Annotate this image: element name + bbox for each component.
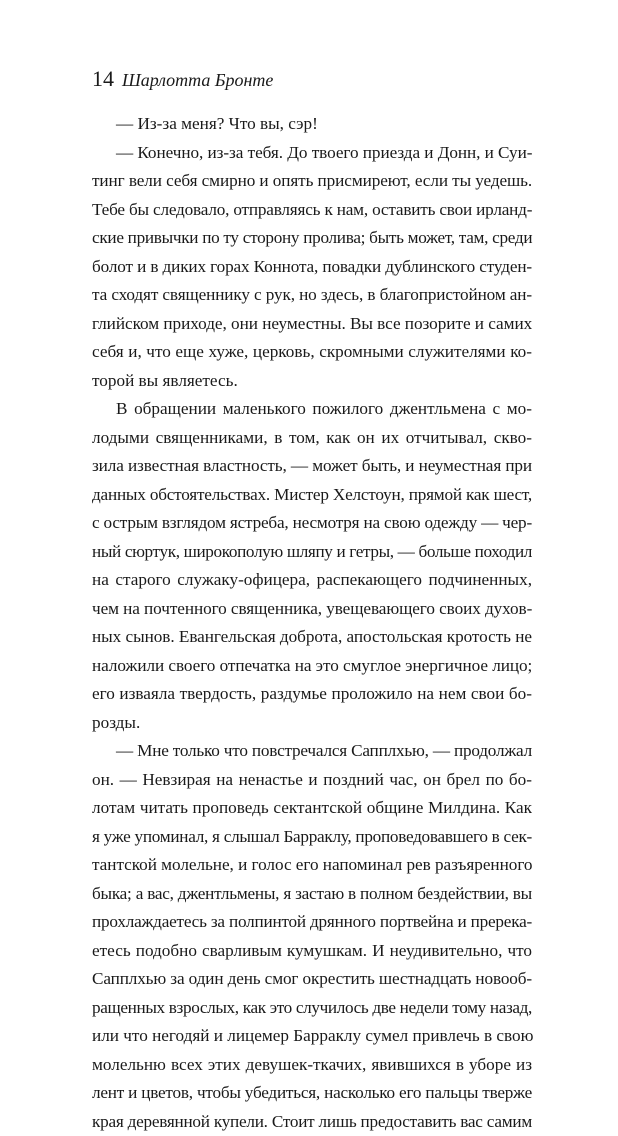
text-line: розды. xyxy=(92,709,532,738)
text-line: молельню всех этих девушек-ткачих, явившихся в уборе из xyxy=(92,1051,532,1080)
text-line: лодыми священниками, в том, как он их отчитывал, скво- xyxy=(92,424,532,453)
text-line: на старого служаку-офицера, распекающего подчиненных, xyxy=(92,566,532,595)
text-line: или что негодяй и лицемер Барраклу сумел привлечь в свою xyxy=(92,1022,532,1051)
running-head-author: Шарлотта Бронте xyxy=(122,70,273,91)
text-line: ские привычки по ту сторону пролива; быть может, там, среди xyxy=(92,224,532,253)
text-line: данных обстоятельствах. Мистер Хелстоун, прямой как шест, xyxy=(92,481,532,510)
text-line: В обращении маленького пожилого джентльмена с мо- xyxy=(92,395,532,424)
text-line: та сходят священнику с рук, но здесь, в благопристойном ан- xyxy=(92,281,532,310)
text-line: етесь подобно сварливым кумушкам. И неудивительно, что xyxy=(92,937,532,966)
text-line: ных сынов. Евангельская доброта, апостольская кротость не xyxy=(92,623,532,652)
text-line: болот и в диких горах Коннота, повадки дублинского студен- xyxy=(92,253,532,282)
text-line: зила известная властность, — может быть, и неуместная при xyxy=(92,452,532,481)
text-line: торой вы являетесь. xyxy=(92,367,532,396)
text-line: с острым взглядом ястреба, несмотря на свою одежду — чер- xyxy=(92,509,532,538)
text-line: тинг вели себя смирно и опять присмиреют, если ты уедешь. xyxy=(92,167,532,196)
text-line: лотам читать проповедь сектантской общине Милдина. Как xyxy=(92,794,532,823)
book-page xyxy=(92,66,532,1136)
text-line: лент и цветов, чтобы убедиться, насколько его пальцы тверже xyxy=(92,1079,532,1108)
text-line: края деревянной купели. Стоит лишь предоставить вас самим xyxy=(92,1108,532,1136)
page-number: 14 xyxy=(92,66,114,92)
text-line: — Мне только что повстречался Сапплхью, — продолжал xyxy=(92,737,532,766)
text-line: тантской молельне, и голос его напоминал рев разъяренного xyxy=(92,851,532,880)
text-line: глийском приходе, они неуместны. Вы все позорите и самих xyxy=(92,310,532,339)
text-line: быка; а вас, джентльмены, я застаю в полном бездействии, вы xyxy=(92,880,532,909)
body-text xyxy=(92,110,532,1136)
text-line: его изваяла твердость, раздумье проложило на нем свои бо- xyxy=(92,680,532,709)
text-line: прохлаждаетесь за полпинтой дрянного портвейна и пререка- xyxy=(92,908,532,937)
text-line: Сапплхью за один день смог окрестить шестнадцать новооб- xyxy=(92,965,532,994)
text-line: — Из-за меня? Что вы, сэр! xyxy=(92,110,532,139)
text-line: ращенных взрослых, как это случилось две недели тому назад, xyxy=(92,994,532,1023)
text-line: он. — Невзирая на ненастье и поздний час, он брел по бо- xyxy=(92,766,532,795)
text-line: — Конечно, из-за тебя. До твоего приезда и Донн, и Суи- xyxy=(92,139,532,168)
text-line: наложили своего отпечатка на это смуглое энергичное лицо; xyxy=(92,652,532,681)
text-line: себя и, что еще хуже, церковь, скромными служителями ко- xyxy=(92,338,532,367)
text-line: чем на почтенного священника, увещевающего своих духов- xyxy=(92,595,532,624)
text-line: Тебе бы следовало, отправляясь к нам, оставить свои ирланд- xyxy=(92,196,532,225)
running-head xyxy=(92,66,532,96)
text-line: ный сюртук, широкополую шляпу и гетры, — больше походил xyxy=(92,538,532,567)
text-line: я уже упоминал, я слышал Барраклу, проповедовавшего в сек- xyxy=(92,823,532,852)
